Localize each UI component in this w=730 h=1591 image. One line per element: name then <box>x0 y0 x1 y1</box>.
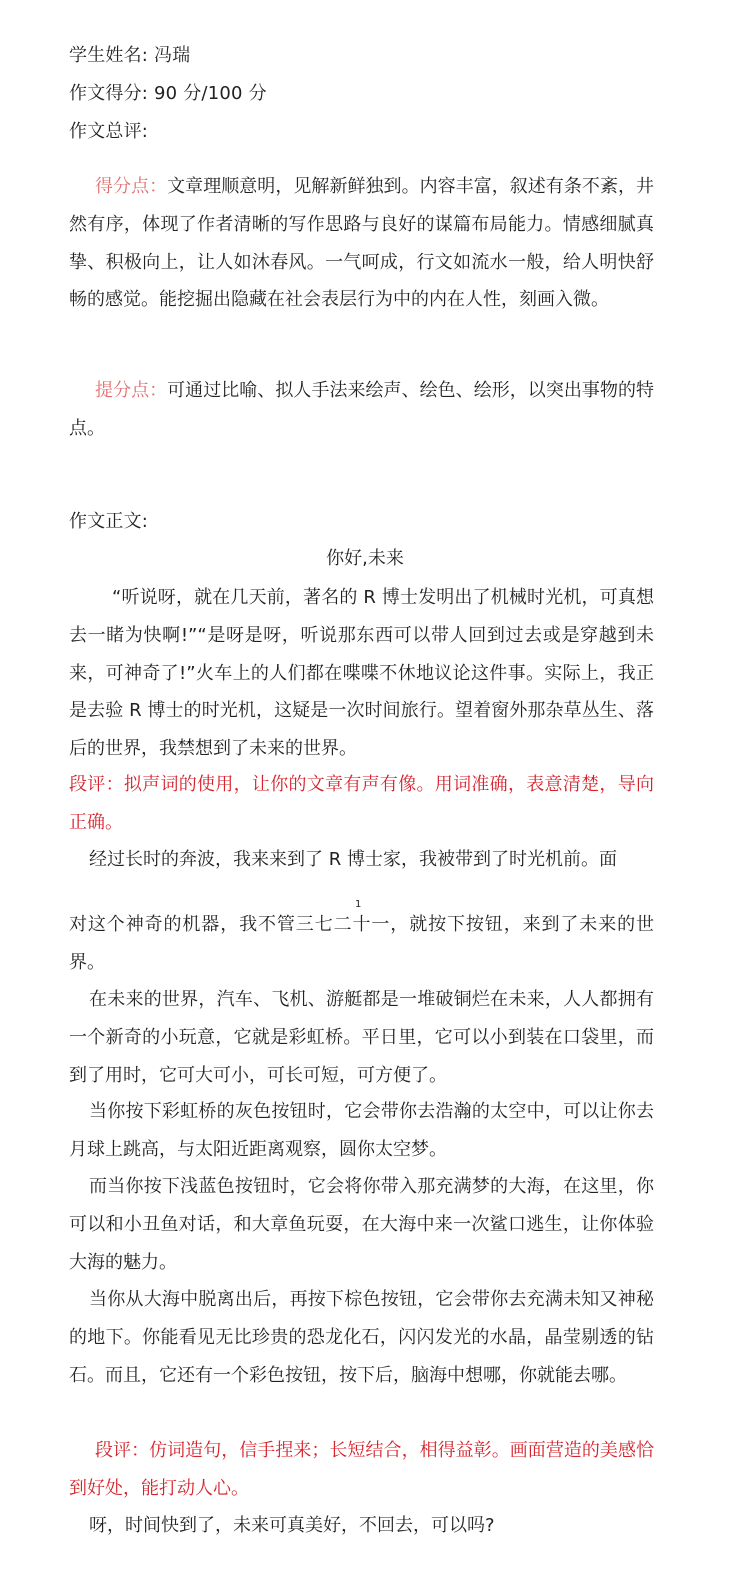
merits-paragraph <box>69 168 654 319</box>
student-name-line <box>69 43 190 69</box>
overall-review-label: 作文总评: <box>69 121 149 142</box>
merits-text: 文章理顺意明，见解新鲜独到。内容丰富，叙述有条不紊，井然有序，体现了作者清晰的写作思路与良好的谋篇布局能力。情感细腻真挚、积极向上，让人如沐春风。一气呵成，行文如流水一般，给人明快舒畅的感觉。能挖掘出隐藏在社会表层行为中的内在人性，刻画入微。 <box>69 176 655 311</box>
essay-paragraph-2-end: 对这个神奇的机器，我不管三七二十一，就按下按钮，来到了未来的世界。 <box>69 914 654 973</box>
essay-section-label: 作文正文: <box>69 511 149 532</box>
essay-paragraph-5: 而当你按下浅蓝色按钮时，它会将你带入那充满梦的大海，在这里，你可以和小丑鱼对话，和大章鱼玩耍，在大海中来一次鲨口逃生，让你体验大海的魅力。 <box>69 1176 654 1273</box>
improve-label: 提分点： <box>95 380 168 401</box>
essay-score-line <box>69 81 267 107</box>
essay-title: 你好,未来 <box>326 548 404 569</box>
paragraph-comment-1: 段评：拟声词的使用，让你的文章有声有像。用词准确，表意清楚，导向正确。 <box>69 774 654 833</box>
improve-text: 可通过比喻、拟人手法来绘声、绘色、绘形，以突出事物的特点。 <box>69 380 655 439</box>
essay-paragraph-2-start: 经过长时的奔波，我来来到了 R 博士家，我被带到了时光机前。面 <box>89 849 617 870</box>
student-name-label: 学生姓名: <box>69 45 149 66</box>
essay-paragraph-4: 当你按下彩虹桥的灰色按钮时，它会带你去浩瀚的太空中，可以让你去月球上跳高，与太阳近距离观察，圆你太空梦。 <box>69 1101 654 1160</box>
essay-paragraph-7: 呀，时间快到了，未来可真美好，不回去，可以吗? <box>89 1515 495 1536</box>
essay-paragraph-3: 在未来的世界，汽车、飞机、游艇都是一堆破铜烂在未来，人人都拥有一个新奇的小玩意，它就是彩虹桥。平日里，它可以小到装在口袋里，而到了用时，它可大可小，可长可短，可方便了。 <box>69 989 654 1086</box>
essay-paragraph-6: 当你从大海中脱离出后，再按下棕色按钮，它会带你去充满未知又神秘的地下。你能看见无比珍贵的恐龙化石，闪闪发光的水晶，晶莹剔透的钻石。而且，它还有一个彩色按钮，按下后，脑海中想哪，你就能去哪。 <box>69 1289 654 1386</box>
essay-score: 90 分/100 分 <box>154 83 267 104</box>
essay-score-label: 作文得分: <box>69 83 149 104</box>
paragraph-comment-2: 段评：仿词造句，信手捏来；长短结合，相得益彰。画面营造的美感恰到好处，能打动人心。 <box>69 1440 654 1499</box>
merits-label: 得分点： <box>95 176 168 197</box>
improve-paragraph <box>69 372 654 448</box>
essay-paragraph-1: “听说呀，就在几天前，著名的 R 博士发明出了机械时光机，可真想去一睹为快啊!”“是呀是呀，听说那东西可以带人回到过去或是穿越到未来，可神奇了!”火车上的人们都在喋喋不休地议论这件事。实际上，我正是去验 R 博士的时光机，这疑是一次时间旅行。望着窗外那杂草丛生、落后的世界，我禁想到了未来的世界。 <box>69 587 654 760</box>
footnote-mark: 1 <box>355 899 362 910</box>
student-name: 冯瑞 <box>154 45 191 66</box>
